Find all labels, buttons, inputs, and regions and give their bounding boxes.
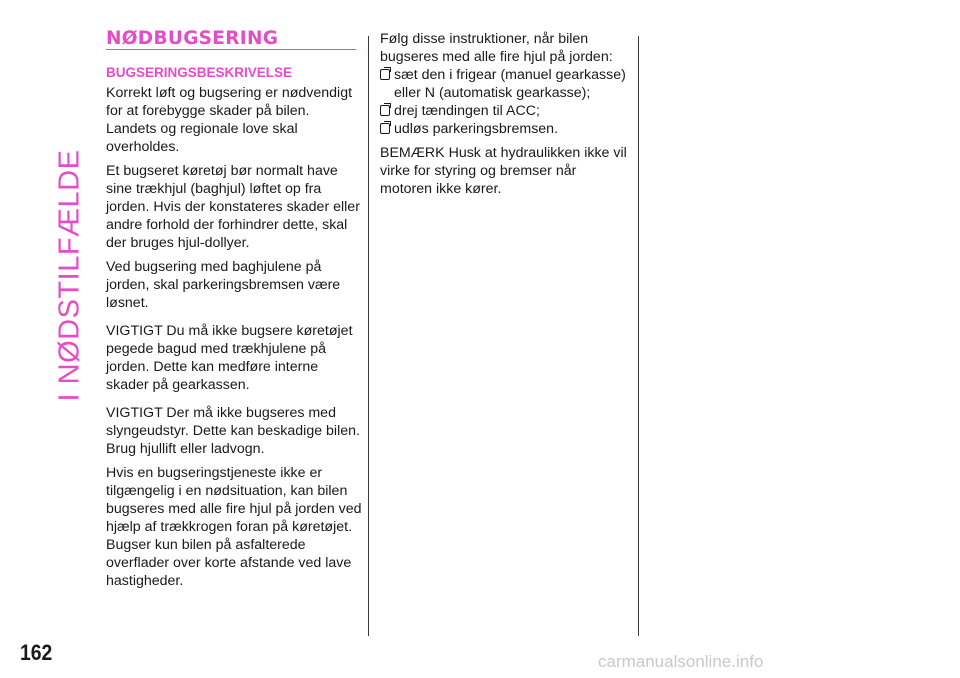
- paragraph: Ved bugsering med baghjulene på jorden, skal parkeringsbremsen være løsnet.: [106, 259, 341, 311]
- list-item-text: udløs parkeringsbremsen.: [394, 121, 559, 137]
- paragraph: Korrekt løft og bugsering er nødvendigt for at forebygge skader på bilen. Landets og regionale love skal overholdes.: [106, 85, 353, 155]
- column-divider-left: [368, 36, 369, 636]
- checkbox-bullet-icon: [380, 69, 390, 80]
- left-column: [106, 30, 362, 596]
- instructions-intro: Følg disse instruktioner, når bilen bugseres med alle fire hjul på jorden:: [380, 31, 613, 65]
- right-column: [380, 30, 632, 204]
- chapter-side-tab: [52, 30, 88, 520]
- checkbox-bullet-icon: [380, 123, 390, 134]
- note-paragraph: BEMÆRK Husk at hydraulikken ikke vil virke for styring og bremser når motoren ikke kører.: [380, 145, 627, 197]
- list-item: [380, 120, 632, 138]
- checkbox-bullet-icon: [380, 105, 390, 116]
- chapter-title: I NØDSTILFÆLDE: [53, 149, 86, 401]
- paragraph: Et bugseret køretøj bør normalt have sine trækhjul (baghjul) løftet op fra jorden. Hvis der konstateres skader eller andre forhold der forhindrer dette, skal der bruges hjul-dollyer.: [106, 163, 360, 251]
- page-number: 162: [20, 640, 53, 665]
- paragraph: Hvis en bugseringstjeneste ikke er tilgængelig i en nødsituation, kan bilen bugseres med alle fire hjul på jorden ved hjælp af trækkrogen foran på køretøjet. Bugser kun bilen på asfalterede overflader over korte afstande ved lave hastigheder.: [106, 465, 362, 589]
- list-item: [380, 102, 632, 120]
- warning-paragraph: VIGTIGT Der må ikke bugseres med slyngeudstyr. Dette kan beskadige bilen. Brug hjullift eller ladvogn.: [106, 405, 360, 457]
- section-title: NØDBUGSERING: [106, 30, 356, 50]
- column-divider-right: [638, 36, 639, 636]
- warning-paragraph: VIGTIGT Du må ikke bugsere køretøjet pegede bagud med trækhjulene på jorden. Dette kan medføre interne skader på gearkassen.: [106, 323, 353, 393]
- list-item-text: drej tændingen til ACC;: [394, 103, 540, 119]
- watermark: carmanualsonline.info: [598, 652, 764, 671]
- subheading: BUGSERINGSBESKRIVELSE: [106, 65, 293, 80]
- list-item-text: sæt den i frigear (manuel gearkasse) eller N (automatisk gearkasse);: [394, 67, 626, 101]
- list-item: [380, 66, 632, 102]
